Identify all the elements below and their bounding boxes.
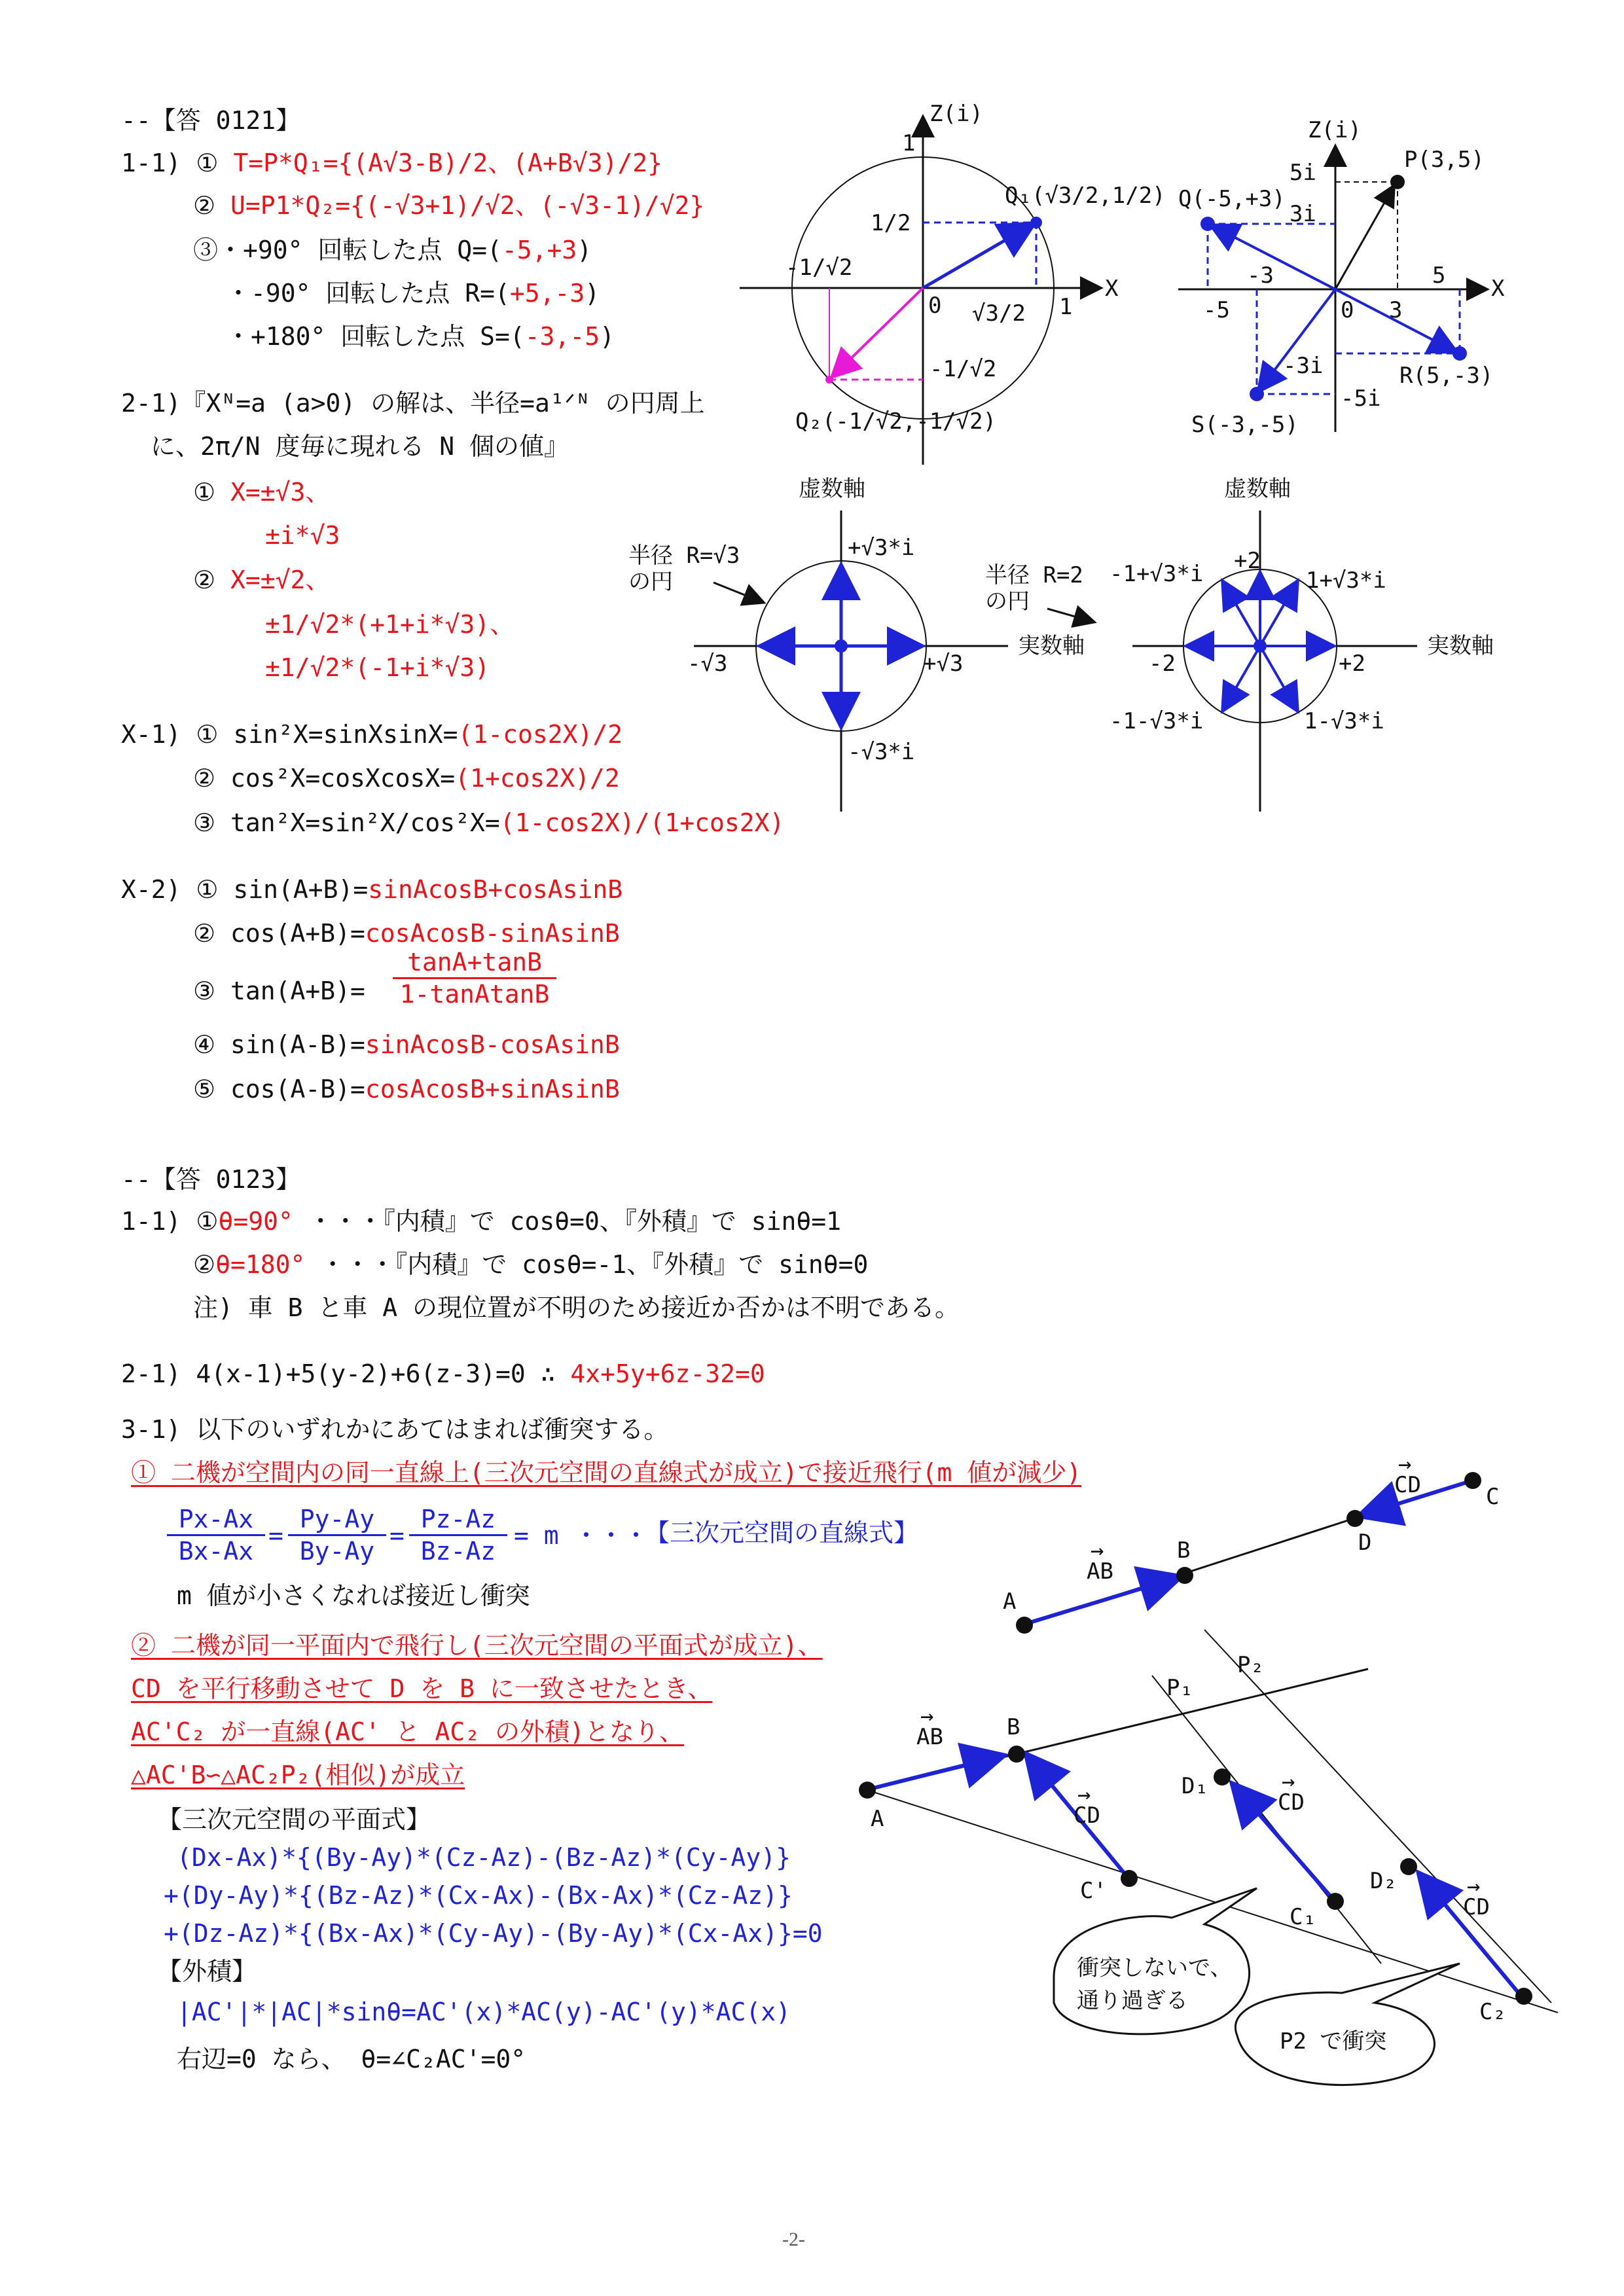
line-frac-x	[167, 1504, 265, 1566]
label-c1: C₁	[1290, 1904, 1316, 1930]
plane-eq-label: 【三次元空間の平面式】	[157, 1805, 431, 1834]
line-frac-z	[409, 1504, 507, 1566]
tick-one-right: 1	[1059, 294, 1073, 320]
q1-point	[1030, 217, 1042, 228]
answer-1-1-u: ② U=P1*Q₂={(-√3+1)/√2、(-√3-1)/√2}	[193, 191, 705, 220]
root-right-label: +2	[1339, 651, 1365, 677]
condition-1: ① 二機が空間内の同一直線上(三次元空間の直線式が成立)で接近飛行(m 値が減少)	[131, 1458, 1082, 1487]
answer-1-1-rotm90: ・-90° 回転した点 R=(+5,-3)	[226, 279, 600, 308]
tick-3: 3	[1389, 297, 1403, 323]
rotation-figure	[1178, 105, 1519, 445]
root-bottom-label: -√3*i	[848, 739, 915, 765]
q1-label: Q₁(√3/2,1/2)	[1005, 183, 1166, 209]
section-header-0121: --【答 0121】	[121, 106, 301, 135]
answer-0123-2-1: 2-1) 4(x-1)+5(y-2)+6(z-3)=0 ∴ 4x+5y+6z-32=0	[121, 1359, 765, 1388]
condition-2b: CD を平行移動させて D を B に一致させたとき、	[131, 1674, 713, 1703]
answer-2-1-isqrt3: ±i*√3	[265, 521, 340, 550]
answer-0123-1-1-b: ②θ=180° ・・・『内積』で cosθ=-1、『外積』で sinθ=0	[193, 1250, 869, 1279]
point-a	[1016, 1617, 1033, 1634]
cross-product-label: 【外積】	[157, 1957, 257, 1986]
label-c: C	[1486, 1484, 1500, 1510]
p-label: P(3,5)	[1404, 147, 1485, 173]
root-left-label: -√3	[687, 651, 728, 677]
tick-neg-inv-sqrt2-y: -1/√2	[929, 356, 997, 382]
z-axis-label: Z(i)	[1308, 117, 1362, 143]
bubble-collision-text: P2 で衝突	[1280, 2028, 1387, 2054]
label-d1: D₁	[1182, 1773, 1208, 1799]
point-b	[1176, 1567, 1193, 1584]
eq-sign-2: =	[389, 1521, 405, 1550]
answer-0123-1-1-a: 1-1) ①θ=90° ・・・『内積』で cosθ=0、『外積』で sinθ=1	[121, 1207, 842, 1236]
r-label: R(5,-3)	[1399, 363, 1494, 389]
line-frac-y	[288, 1504, 386, 1566]
origin-label: 0	[928, 293, 942, 319]
tick-sqrt3-2: √3/2	[972, 300, 1026, 327]
label-c2: C₂	[1479, 1999, 1506, 2025]
tick-3i: 3i	[1290, 201, 1316, 227]
line-frac-z-num: Pz-Az	[409, 1504, 507, 1536]
radius-label-2: の円	[985, 588, 1030, 615]
answer-2-1-root-a: ±1/√2*(+1+i*√3)、	[265, 610, 515, 639]
point-b	[1008, 1746, 1025, 1763]
real-axis-label: 実数軸	[1427, 633, 1494, 659]
label-p1: P₁	[1166, 1675, 1193, 1701]
plane-eq-line-3: +(Dz-Az)*{(Bx-Ax)*(Cy-Ay)-(By-Ay)*(Cx-Ax)}=0	[164, 1919, 823, 1948]
answer-2-1-statement-1: 2-1)『Xᴺ=a (a>0) の解は、半径=a¹ᐟᴺ の円周上	[121, 389, 705, 418]
bubble-no-collision-text-1: 衝突しないで、	[1077, 1955, 1233, 1981]
label-cd-arrow: →	[1398, 1451, 1412, 1477]
q-label: Q(-5,+3)	[1178, 186, 1286, 212]
eq-sign-1: =	[268, 1521, 283, 1550]
tick-neg5: -5	[1203, 297, 1230, 323]
answer-2-1-statement-2: に、2π/N 度毎に現れる N 個の値』	[151, 432, 569, 461]
point-a	[859, 1782, 876, 1799]
tick-neg5i: -5i	[1341, 386, 1381, 412]
label-p2: P₂	[1237, 1652, 1264, 1678]
label-cd-1: CD	[1074, 1803, 1100, 1829]
answer-x-2-sin-diff: ④ sin(A-B)=sinAcosB-cosAsinB	[193, 1030, 620, 1059]
line-frac-z-den: Bz-Az	[420, 1537, 496, 1566]
q2-point	[825, 376, 833, 384]
tick-5: 5	[1432, 262, 1446, 289]
label-cd-2: CD	[1278, 1789, 1305, 1816]
root-ul	[1223, 583, 1260, 646]
root-ll	[1223, 646, 1260, 709]
label-b: B	[1007, 1714, 1020, 1740]
line-approach-figure	[969, 1440, 1558, 1649]
p-point	[1390, 175, 1405, 189]
point-c1	[1327, 1893, 1344, 1910]
bubble-collision	[1235, 1964, 1460, 2085]
s-label: S(-3,-5)	[1191, 412, 1299, 438]
label-ab: AB	[916, 1724, 943, 1750]
section-header-0123: --【答 0123】	[121, 1165, 301, 1194]
answer-x-1-sin2: X-1) ① sin²X=sinXsinX=(1-cos2X)/2	[121, 720, 623, 749]
condition-2c: AC'C₂ が一直線(AC' と AC₂ の外積)となり、	[131, 1717, 684, 1746]
answer-x-1-tan2: ③ tan²X=sin²X/cos²X=(1-cos2X)/(1+cos2X)	[193, 808, 785, 837]
label-a: A	[1003, 1588, 1017, 1615]
label-a: A	[871, 1806, 884, 1832]
answer-1-1-rot180: ・+180° 回転した点 S=(-3,-5)	[226, 322, 615, 351]
radius-pointer	[1047, 609, 1093, 622]
line-frac-x-den: Bx-Ax	[178, 1537, 254, 1566]
answer-x-2-sin-sum: X-2) ① sin(A+B)=sinAcosB+cosAsinB	[121, 875, 623, 904]
root-lr	[1260, 646, 1297, 709]
radius-label-2: の円	[628, 569, 673, 595]
roots-radius2-figure	[982, 471, 1525, 812]
tick-neg3: -3	[1247, 262, 1274, 289]
point-d	[1346, 1510, 1363, 1527]
imag-axis-label: 虚数軸	[1224, 476, 1291, 502]
tick-5i: 5i	[1290, 160, 1316, 186]
root-left-label: -2	[1149, 651, 1176, 677]
label-cd-1-arrow: →	[1077, 1782, 1091, 1808]
root-ur-label: 1+√3*i	[1306, 567, 1386, 594]
point-d2	[1400, 1858, 1417, 1875]
tick-half: 1/2	[871, 210, 911, 236]
line-frac-y-num: Py-Ay	[288, 1504, 386, 1536]
answer-x-2-cos-diff: ⑤ cos(A-B)=cosAcosB+sinAsinB	[193, 1075, 620, 1103]
guide-line-p2	[1204, 1630, 1551, 2003]
point-c2	[1515, 1988, 1532, 2005]
label-cd-3-arrow: →	[1467, 1873, 1481, 1899]
answer-x-2-cos-sum: ② cos(A+B)=cosAcosB-sinAsinB	[193, 919, 620, 948]
tan-sum-numerator: tanA+tanB	[393, 947, 556, 979]
x-axis-label: X	[1105, 276, 1119, 302]
label-ab-arrow: →	[920, 1703, 934, 1729]
x-axis-label: X	[1491, 276, 1505, 302]
root-ll-label: -1-√3*i	[1110, 708, 1204, 734]
imag-axis-label: 虚数軸	[799, 476, 865, 502]
cross-product-eq: |AC'|*|AC|*sinθ=AC'(x)*AC(y)-AC'(y)*AC(x)	[177, 1998, 791, 2026]
label-cd-2-arrow: →	[1282, 1768, 1295, 1795]
root-lr-label: 1-√3*i	[1304, 708, 1384, 734]
root-top-label: +√3*i	[848, 535, 915, 561]
answer-2-1-root-b: ±1/√2*(-1+i*√3)	[265, 653, 490, 682]
q2-vector	[833, 288, 923, 376]
tick-neg-inv-sqrt2-x: -1/√2	[785, 255, 853, 281]
condition-2a: ② 二機が同一平面内で飛行し(三次元空間の平面式が成立)、	[131, 1631, 823, 1660]
answer-1-1-t: 1-1) ① T=P*Q₁={(A√3-B)/2、(A+B√3)/2}	[121, 149, 663, 177]
origin-dot	[1254, 639, 1267, 653]
tick-neg3i: -3i	[1283, 353, 1324, 379]
root-right-label: +√3	[923, 651, 964, 677]
bubble-no-collision-text-2: 通り過ぎる	[1077, 1988, 1188, 2014]
q1-vector	[923, 224, 1032, 288]
radius-pointer	[713, 583, 763, 602]
label-d2: D₂	[1370, 1868, 1397, 1894]
answer-2-1-sqrt2: ② X=±√2、	[193, 565, 331, 594]
label-c-prime: C'	[1080, 1878, 1107, 1904]
answer-0123-1-1-note: 注) 車 B と車 A の現位置が不明のため接近か否かは不明である。	[193, 1293, 960, 1322]
label-cd-3: CD	[1463, 1894, 1490, 1920]
line-frac-x-num: Px-Ax	[167, 1504, 265, 1536]
real-axis-label: 実数軸	[1018, 633, 1085, 659]
r-point	[1453, 346, 1467, 361]
plane-eq-line-2: +(Dy-Ay)*{(Bz-Az)*(Cx-Ax)-(Bx-Ax)*(Cz-Az)}	[164, 1881, 793, 1910]
z-axis-label: Z(i)	[929, 101, 983, 127]
q-vector	[1212, 226, 1335, 289]
tick-one-top: 1	[902, 130, 916, 156]
point-c-prime	[1121, 1870, 1138, 1887]
tan-sum-fraction	[393, 947, 556, 1009]
s-point	[1250, 387, 1264, 401]
p-vector	[1335, 187, 1394, 289]
answer-0123-3-1-head: 3-1) 以下のいずれかにあてはまれば衝突する。	[121, 1415, 669, 1444]
radius-label-1: 半径 R=√3	[628, 543, 740, 569]
page-number: -2-	[782, 2229, 805, 2250]
cross-product-note: 右辺=0 なら、 θ=∠C₂AC'=0°	[177, 2045, 526, 2073]
point-d1	[1214, 1768, 1231, 1785]
eq-m: = m ・・・	[514, 1521, 649, 1550]
line-frac-y-den: By-Ay	[299, 1537, 375, 1566]
label-ab: AB	[1087, 1558, 1113, 1585]
label-cd: CD	[1394, 1472, 1421, 1498]
root-ul-label: -1+√3*i	[1110, 561, 1204, 587]
label-b: B	[1177, 1537, 1191, 1564]
unit-circle-figure	[740, 98, 1166, 465]
label-ab-arrow: →	[1091, 1537, 1104, 1564]
condition-2d: △AC'B∽△AC₂P₂(相似)が成立	[131, 1761, 465, 1789]
plane-collision-figure	[831, 1636, 1571, 2108]
plane-eq-line-1: (Dx-Ax)*{(By-Ay)*(Cz-Az)-(Bz-Az)*(Cy-Ay)}	[177, 1843, 791, 1872]
q-point	[1200, 217, 1215, 231]
answer-1-1-rot90: ③・+90° 回転した点 Q=(-5,+3)	[193, 236, 592, 264]
label-d: D	[1358, 1530, 1372, 1556]
line-eq-label: 【三次元空間の直線式】	[645, 1518, 919, 1547]
root-top-label: +2	[1234, 548, 1261, 574]
tan-sum-denominator: 1-tanAtanB	[399, 980, 550, 1009]
m-note: m 値が小さくなれば接近し衝突	[177, 1581, 530, 1610]
answer-x-2-tan-sum: ③ tan(A+B)=	[193, 977, 365, 1005]
vector-ab	[871, 1756, 1001, 1789]
answer-x-1-cos2: ② cos²X=cosXcosX=(1+cos2X)/2	[193, 764, 620, 793]
radius-label-1: 半径 R=2	[985, 562, 1083, 588]
tick-0: 0	[1341, 297, 1354, 323]
root-ur	[1260, 583, 1297, 646]
answer-2-1-sqrt3: ① X=±√3、	[193, 478, 331, 507]
q2-label: Q₂(-1/√2,-1/√2)	[795, 408, 997, 435]
origin-dot	[835, 639, 848, 653]
point-c	[1464, 1472, 1481, 1489]
